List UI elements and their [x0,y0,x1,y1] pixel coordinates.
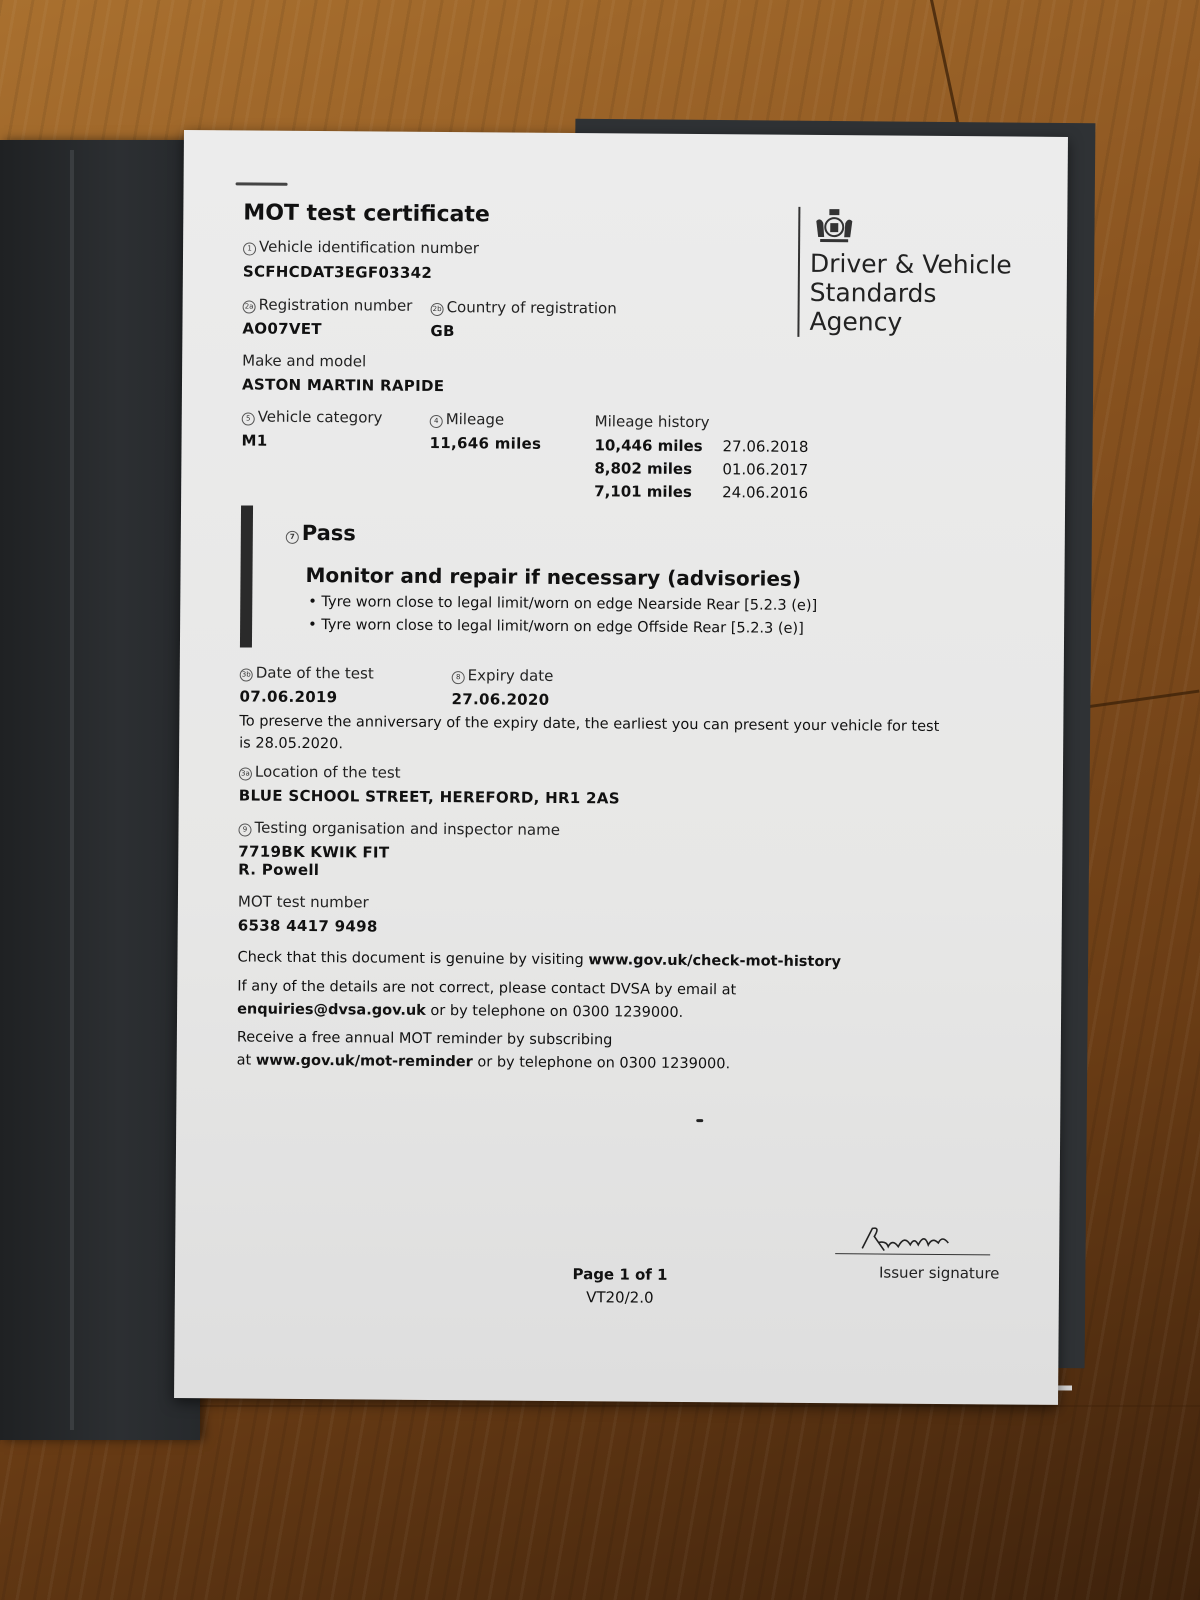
page-number: Page 1 of 1 [572,1265,668,1284]
field-number-marker: 2a [243,300,256,313]
history-date: 24.06.2016 [722,483,809,502]
form-code: VT20/2.0 [586,1288,654,1307]
check-genuine-text: Check that this document is genuine by visiting www.gov.uk/check-mot-history [237,949,842,971]
result-bar [240,505,253,647]
dvsa-logo [797,207,1012,344]
vin-label: 1 Vehicle identification number [243,237,479,257]
mileage-history-table [594,436,855,508]
mot-certificate-sheet [174,130,1068,1405]
agency-name-line: Driver & Vehicle [809,248,1012,280]
test-number-label: MOT test number [237,892,369,912]
pen-mark [236,182,288,185]
expiry-date-label: 8 Expiry date [452,666,554,685]
field-number-marker: 4 [430,415,443,428]
country-label: 2b Country of registration [431,298,617,317]
signature-line [835,1253,990,1255]
organisation-label: 9 Testing organisation and inspector name [238,818,560,839]
royal-crest-icon [812,207,856,247]
field-number-marker: 2b [431,303,444,316]
ink-mark [696,1119,703,1122]
mileage-value: 11,646 miles [429,433,542,453]
advisories-heading: Monitor and repair if necessary (advisories) [305,562,802,591]
make-model-label: Make and model [242,351,367,371]
agency-name-line: Agency [809,306,903,337]
reminder-details: at www.gov.uk/mot-reminder or by telephone on 0300 1239000. [236,1052,731,1073]
advisory-item: • Tyre worn close to legal limit/worn on edge Nearside Rear [5.2.3 (e)] [308,593,818,614]
issuer-signature-label: Issuer signature [878,1263,1000,1283]
inspector-name: R. Powell [238,860,320,880]
field-number-marker: 1 [243,242,256,255]
registration-label: 2a Registration number [243,295,413,314]
field-number-marker: 3b [240,668,253,681]
mileage-label: 4 Mileage [430,410,505,429]
vin-value: SCFHCDAT3EGF03342 [242,262,433,282]
mileage-history-label: Mileage history [594,412,710,432]
registration-value: AO07VET [242,319,322,339]
history-date: 01.06.2017 [722,460,809,479]
category-value: M1 [241,431,268,450]
history-date: 27.06.2018 [722,437,809,456]
mot-reminder-link[interactable]: www.gov.uk/mot-reminder [255,1052,473,1071]
expiry-date-value: 27.06.2020 [451,690,550,709]
field-number-marker: 3a [239,767,252,780]
field-number-marker: 8 [452,671,465,684]
contact-text: If any of the details are not correct, please contact DVSA by email at [237,978,737,999]
test-number-value: 6538 4417 9498 [237,916,378,936]
anniversary-note: To preserve the anniversary of the expiry date, the earliest you can present your vehicle for test is 28.05.2020. [239,713,940,753]
issuer-signature [858,1222,968,1255]
country-value: GB [430,321,455,341]
location-label: 3a Location of the test [239,762,401,781]
mileage-history-row [594,482,854,506]
contact-details: enquiries@dvsa.gov.uk or by telephone on 0300 1239000. [237,1001,684,1021]
certificate-title: MOT test certificate [243,200,490,228]
mileage-history-row [594,436,854,460]
mileage-history-row [594,459,854,483]
location-value: BLUE SCHOOL STREET, HEREFORD, HR1 2AS [238,786,620,808]
result-status: 7 Pass [286,521,356,546]
test-date-label: 3b Date of the test [240,663,374,682]
check-mot-history-link[interactable]: www.gov.uk/check-mot-history [588,952,842,971]
logo-divider [797,207,800,337]
make-model-value: ASTON MARTIN RAPIDE [241,375,445,396]
field-number-marker: 9 [238,823,251,836]
advisory-item: • Tyre worn close to legal limit/worn on edge Offside Rear [5.2.3 (e)] [308,616,804,637]
reminder-text: Receive a free annual MOT reminder by subscribing [236,1029,613,1049]
test-date-value: 07.06.2019 [239,687,338,707]
category-label: 5 Vehicle category [242,407,383,426]
history-miles: 8,802 miles [594,459,693,479]
folder-spine [70,150,74,1430]
history-miles: 7,101 miles [594,482,692,501]
field-number-marker: 7 [286,531,299,544]
agency-name [809,249,1011,338]
organisation-name: KWIK FIT [310,843,390,862]
history-miles: 10,446 miles [594,436,703,456]
organisation-code: 7719BK [238,842,306,861]
agency-name-line: Standards [809,277,937,308]
document-folder [0,140,200,1440]
field-number-marker: 5 [242,412,255,425]
contact-email-link[interactable]: enquiries@dvsa.gov.uk [237,1001,426,1019]
